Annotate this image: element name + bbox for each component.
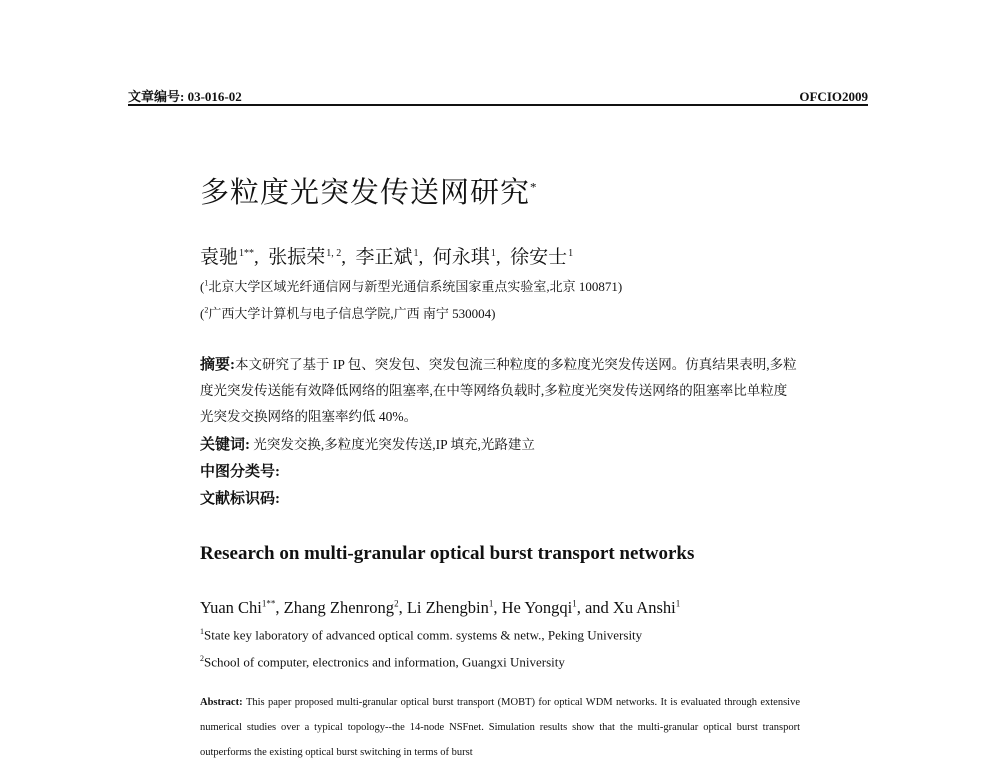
abstract-cn-text: 本文研究了基于 IP 包、突发包、突发包流三种粒度的多粒度光突发传送网。仿真结果表明,多粒度光突发传送能有效降低网络的阻塞率,在中等网络负载时,多粒度光突发传送网络的阻塞率比单粒度光突发交换网络的阻塞率约低 40%。 bbox=[200, 357, 797, 424]
author-cn bbox=[356, 247, 429, 268]
clc-number bbox=[200, 460, 280, 481]
document-code-label: 文献标识码: bbox=[200, 491, 280, 507]
author-cn-name: 张振荣 bbox=[268, 247, 326, 268]
author-en-name: Yuan Chi bbox=[200, 598, 262, 617]
author-en-sup: 1** bbox=[261, 598, 276, 609]
author-en bbox=[502, 598, 613, 617]
author-cn-name: 袁驰 bbox=[200, 247, 239, 268]
affiliation-open-paren: ( bbox=[200, 279, 205, 294]
author-cn-sep: , bbox=[418, 247, 424, 268]
author-cn-sep: , bbox=[495, 247, 501, 268]
author-cn-sup: 1 bbox=[568, 247, 574, 259]
affiliation-en-2 bbox=[200, 654, 565, 670]
document-code bbox=[200, 487, 280, 508]
author-en-name: Li Zhengbin bbox=[406, 598, 489, 617]
keywords-chinese bbox=[200, 433, 535, 454]
keywords-label: 关键词: bbox=[200, 437, 250, 453]
clc-number-label: 中图分类号: bbox=[200, 464, 280, 480]
title-chinese bbox=[200, 170, 538, 211]
article-number-value: 03-016-02 bbox=[187, 89, 242, 104]
abstract-en-label: Abstract: bbox=[200, 697, 243, 708]
author-cn-name: 李正斌 bbox=[355, 247, 413, 268]
title-english: Research on multi-granular optical burst transport networks bbox=[200, 543, 695, 564]
author-cn-sup: 1** bbox=[239, 247, 255, 259]
author-en bbox=[284, 598, 407, 617]
author-cn-sep: , bbox=[341, 247, 347, 268]
conference-code: OFCIO2009 bbox=[799, 89, 868, 104]
affiliation-en-1 bbox=[200, 627, 642, 643]
author-en-sep: , and bbox=[576, 598, 613, 617]
author-en-name: Xu Anshi bbox=[612, 598, 676, 617]
author-en-sup: 1 bbox=[572, 598, 577, 609]
author-cn-sup: 1, 2 bbox=[326, 247, 342, 259]
affiliation-cn-2 bbox=[200, 303, 495, 322]
author-en bbox=[200, 598, 284, 617]
author-cn-sup: 1 bbox=[413, 247, 419, 259]
author-en-name: He Yongqi bbox=[501, 598, 573, 617]
abstract-cn-label: 摘要: bbox=[200, 357, 235, 373]
author-en-sep: , bbox=[275, 598, 284, 617]
author-cn bbox=[433, 247, 506, 268]
author-en-sep: , bbox=[398, 598, 407, 617]
author-cn bbox=[268, 247, 351, 268]
keywords-text: 光突发交换,多粒度光突发传送,IP 填充,光路建立 bbox=[253, 437, 535, 452]
author-en-sup: 1 bbox=[488, 598, 494, 609]
affiliation-sup: 2 bbox=[200, 654, 204, 663]
affiliation-open-paren: ( bbox=[200, 306, 205, 321]
author-en bbox=[613, 598, 680, 617]
author-cn-name: 何永琪 bbox=[432, 247, 490, 268]
author-cn bbox=[200, 247, 264, 268]
author-en-name: Zhang Zhenrong bbox=[283, 598, 395, 617]
affiliation-text: School of computer, electronics and information, Guangxi University bbox=[204, 654, 565, 670]
article-number bbox=[128, 86, 242, 105]
author-en-sup: 1 bbox=[675, 598, 681, 609]
affiliation-sup: 1 bbox=[204, 278, 209, 288]
affiliation-text: State key laboratory of advanced optical comm. systems & netw., Peking University bbox=[204, 627, 643, 643]
affiliation-cn-1 bbox=[200, 276, 622, 295]
author-en bbox=[407, 598, 502, 617]
author-cn-sup: 1 bbox=[490, 247, 496, 259]
article-number-label: 文章编号: bbox=[128, 89, 185, 104]
author-cn-name: 徐安士 bbox=[510, 247, 568, 268]
affiliation-text: 广西大学计算机与电子信息学院,广西 南宁 530004) bbox=[208, 306, 496, 321]
title-chinese-text: 多粒度光突发传送网研究 bbox=[200, 177, 531, 209]
affiliation-sup: 2 bbox=[204, 305, 209, 315]
author-en-sup: 2 bbox=[394, 598, 399, 609]
abstract-en-text: This paper proposed multi-granular optical burst transport (MOBT) for optical WDM networks. It is evaluated through extensive numerical studies over a typical topology--the 14-node NSFnet. Simulation results show that the multi-granular optical burst transport outperforms the existing optical burst switching in terms of burst bbox=[200, 697, 800, 758]
author-cn bbox=[510, 247, 573, 268]
author-en-sep: , bbox=[493, 598, 502, 617]
header-rule bbox=[128, 104, 868, 106]
title-footnote-mark: * bbox=[530, 179, 538, 195]
authors-chinese bbox=[200, 242, 573, 269]
authors-english bbox=[200, 598, 680, 618]
page-header bbox=[128, 86, 868, 105]
abstract-english bbox=[200, 690, 800, 765]
abstract-chinese bbox=[200, 352, 800, 430]
author-cn-sep: , bbox=[254, 247, 259, 268]
affiliation-text: 北京大学区域光纤通信网与新型光通信系统国家重点实验室,北京 100871) bbox=[208, 279, 623, 294]
affiliation-sup: 1 bbox=[200, 627, 204, 636]
